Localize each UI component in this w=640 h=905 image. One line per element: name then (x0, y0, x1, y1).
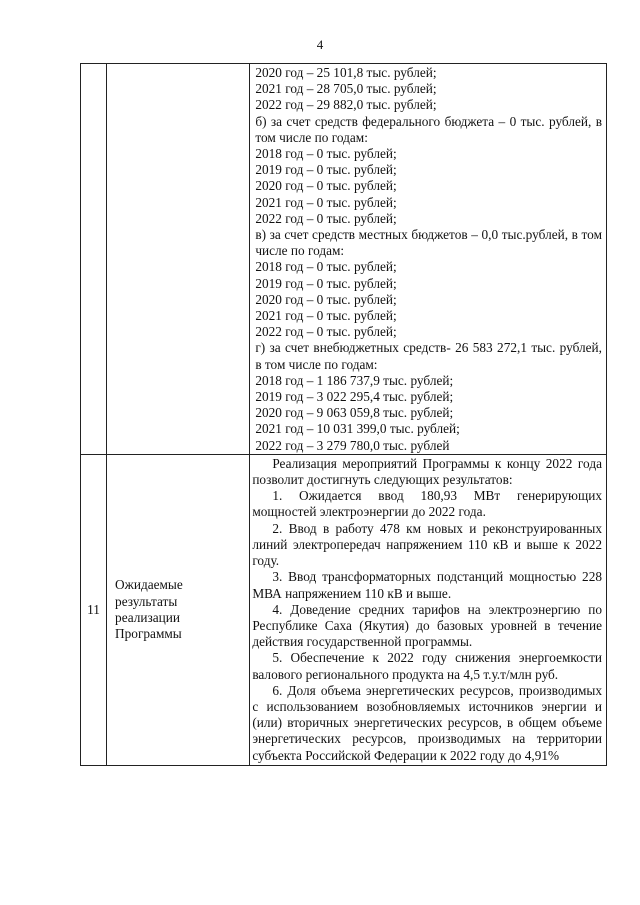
funding-line: 2022 год – 29 882,0 тыс. рублей; (255, 97, 437, 113)
results-content-cell (250, 454, 607, 765)
result-item: 2. Ввод в работу 478 км новых и реконструированных линий электропередач напряжением 110 кВ и выше к 2022 году. (252, 520, 602, 569)
funding-line: 2021 год – 0 тыс. рублей; (255, 194, 397, 210)
result-item: 6. Доля объема энергетических ресурсов, производимых с использованием возобновляемых источников энергии и (или) вторичных энергетических ресурсов, в общем объеме энергетических ресурсов, производимых на территории субъекта Российской Федерации к 2022 году до 4,91% (252, 682, 602, 763)
row-name-cell: Ожидаемые результаты реализации Программы (107, 454, 250, 765)
funding-line: 2020 год – 9 063 059,8 тыс. рублей; (255, 405, 454, 421)
result-item: 5. Обеспечение к 2022 году снижения энергоемкости валового регионального продукта на 4,5 т.у.т/млн руб. (252, 650, 602, 682)
page-number: 4 (316, 37, 324, 52)
funding-line: 2022 год – 3 279 780,0 тыс. рублей (255, 437, 450, 453)
row-number-cell: 11 (81, 454, 107, 765)
funding-line: 2018 год – 0 тыс. рублей; (255, 259, 397, 275)
row-name-cell (107, 64, 250, 455)
funding-source-heading: в) за счет средств местных бюджетов – 0,0 тыс.рублей, в том числе по годам: (255, 227, 602, 259)
funding-content-cell (250, 64, 607, 455)
funding-line: 2020 год – 0 тыс. рублей; (255, 291, 397, 307)
funding-line: 2022 год – 0 тыс. рублей; (255, 210, 397, 226)
result-item: 3. Ввод трансформаторных подстанций мощностью 228 МВА напряжением 110 кВ и выше. (252, 569, 602, 601)
row-number-cell (81, 64, 107, 455)
funding-line: 2019 год – 3 022 295,4 тыс. рублей; (255, 389, 454, 405)
funding-line: 2019 год – 0 тыс. рублей; (255, 275, 397, 291)
table-row-results (81, 454, 607, 765)
program-passport-table (80, 63, 607, 766)
funding-line: 2018 год – 0 тыс. рублей; (255, 146, 397, 162)
funding-line: 2021 год – 0 тыс. рублей; (255, 308, 397, 324)
results-intro: Реализация мероприятий Программы к концу 2022 года позволит достигнуть следующих результатов: (252, 455, 602, 488)
funding-line: 2018 год – 1 186 737,9 тыс. рублей; (255, 372, 454, 388)
funding-line: 2020 год – 0 тыс. рублей; (255, 178, 397, 194)
funding-line: 2022 год – 0 тыс. рублей; (255, 324, 397, 340)
table-row-funding (81, 64, 607, 455)
funding-line: 2020 год – 25 101,8 тыс. рублей; (255, 65, 437, 80)
result-item: 1. Ожидается ввод 180,93 МВт генерирующих мощностей электроэнергии до 2022 года. (252, 488, 602, 520)
funding-line: 2021 год – 28 705,0 тыс. рублей; (255, 81, 437, 97)
funding-source-heading: б) за счет средств федерального бюджета – 0 тыс. рублей, в том числе по годам: (255, 113, 602, 145)
funding-line: 2021 год – 10 031 399,0 тыс. рублей; (255, 421, 460, 437)
result-item: 4. Доведение средних тарифов на электроэнергию по Республике Саха (Якутия) до базовых уровней в течение действия государственной программы. (252, 601, 602, 650)
funding-source-heading: г) за счет внебюджетных средств- 26 583 272,1 тыс. рублей, в том числе по годам: (255, 340, 602, 372)
funding-line: 2019 год – 0 тыс. рублей; (255, 162, 397, 178)
